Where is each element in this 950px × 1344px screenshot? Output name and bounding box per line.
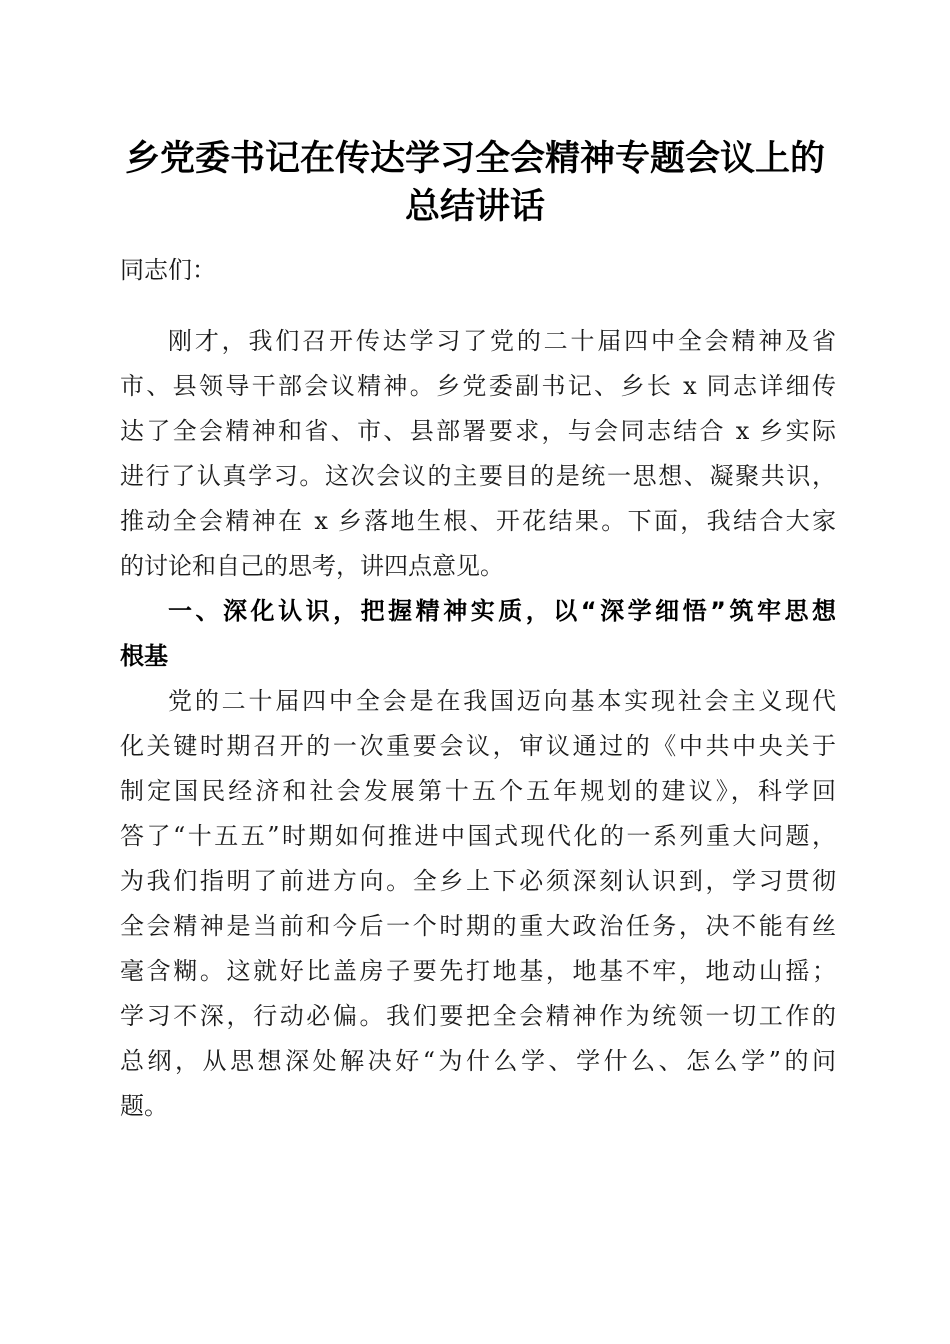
paragraph-line: 毫含糊。这就好比盖房子要先打地基，地基不牢，地动山摇； bbox=[120, 957, 836, 985]
paragraph-line: 市、县领导干部会议精神。乡党委副书记、乡长 x 同志详细传 bbox=[120, 372, 836, 400]
paragraph-line: 题。 bbox=[120, 1092, 168, 1120]
paragraph-line: 总纲，从思想深处解决好“为什么学、学什么、怎么学”的问 bbox=[120, 1047, 836, 1075]
document-title-line-1: 乡党委书记在传达学习全会精神专题会议上的 bbox=[124, 138, 825, 179]
paragraph-line: 刚才，我们召开传达学习了党的二十届四中全会精神及省 bbox=[168, 327, 836, 355]
section-heading: 一、深化认识，把握精神实质，以“深学细悟”筑牢思想 bbox=[168, 597, 836, 625]
document-title-line-2: 总结讲话 bbox=[404, 186, 545, 227]
paragraph-line: 制定国民经济和社会发展第十五个五年规划的建议》，科学回 bbox=[120, 777, 836, 805]
paragraph-line: 全会精神是当前和今后一个时期的重大政治任务，决不能有丝 bbox=[120, 912, 836, 940]
paragraph-line: 党的二十届四中全会是在我国迈向基本实现社会主义现代 bbox=[168, 687, 836, 715]
paragraph-line: 进行了认真学习。这次会议的主要目的是统一思想、凝聚共识， bbox=[120, 462, 836, 490]
paragraph-line: 学习不深，行动必偏。我们要把全会精神作为统领一切工作的 bbox=[120, 1002, 836, 1030]
paragraph-line: 为我们指明了前进方向。全乡上下必须深刻认识到，学习贯彻 bbox=[120, 867, 836, 895]
paragraph-line: 的讨论和自己的思考，讲四点意见。 bbox=[120, 552, 504, 580]
paragraph-line: 推动全会精神在 x 乡落地生根、开花结果。下面，我结合大家 bbox=[120, 507, 836, 535]
paragraph-line: 化关键时期召开的一次重要会议，审议通过的《中共中央关于 bbox=[120, 732, 836, 760]
paragraph-line: 达了全会精神和省、市、县部署要求，与会同志结合 x 乡实际 bbox=[120, 417, 836, 445]
paragraph-line: 答了“十五五”时期如何推进中国式现代化的一系列重大问题， bbox=[120, 822, 836, 850]
salutation: 同志们： bbox=[120, 256, 216, 284]
section-heading: 根基 bbox=[120, 642, 168, 670]
